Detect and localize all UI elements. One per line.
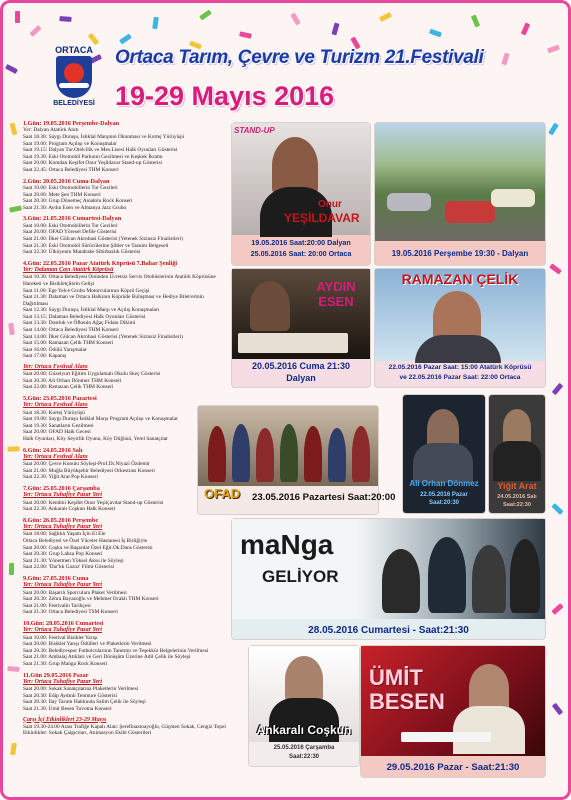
confetti-piece (552, 383, 564, 395)
confetti-piece (501, 53, 509, 66)
manga-coming: GELİYOR (262, 567, 339, 586)
schedule-item: Saat 20.00: Coşku ve Başarılar Özel Eğit.Ok.Dans Gösterisi (23, 544, 153, 551)
schedule-item: Saat 10.30: Ortaca Belediyesi Önünden Ücretsiz Servis Otobüslerinin Atatürk Köprüsüne Hareketi ve Bisikletçilerin Gelişi (23, 274, 216, 287)
confetti-piece (547, 45, 560, 54)
schedule-item: Saat 22.00: Ramazan Çelik THM Konseri (23, 384, 114, 391)
confetti-piece (199, 10, 212, 21)
schedule-day (23, 215, 228, 255)
manga-date: 28.05.2016 Cumartesi - Saat:21:30 (308, 625, 469, 636)
schedule-item: Saat 20.00: Kendini Keşifet Onur Yeşilçavdar Stand-up Gösterisi (23, 499, 164, 506)
ramazan-celik-card (375, 269, 545, 387)
schedule-item: Saat 20.30: Edip Aydınlı Tenmure Gösterisi (23, 692, 117, 699)
aydin-place: Dalyan (286, 373, 316, 383)
schedule-item: Saat 21.30: Yönetmen Yüksel Aksu ile Söyleşi (23, 557, 124, 564)
schedule-item: Saat 19.30-24.00 Arası Trafiğe Kapalı Alan: Şerefinaztoayoğlu, Güçmen Sokak, Cengiz Topel (23, 723, 226, 730)
performer-photo (285, 656, 323, 702)
confetti-piece (548, 123, 559, 136)
schedule-item: Saat 21.30: Grup Manga Rock Konseri (23, 660, 108, 667)
day-venue: Yer: Ortaca Festival Alanı (23, 402, 88, 409)
schedule-item: Saat 19.15: Dalyan Tur.Otelcilik ve Mes.Lisesi Halk Oyunları Gösterisi (23, 147, 178, 154)
confetti-piece (7, 666, 19, 672)
festival-title: Ortaca Tarım, Çevre ve Turizm 21.Festivali (115, 47, 484, 68)
schedule-item: Yer: Dalyan Atatürk Anıtı (23, 127, 79, 134)
schedule-item: Saat 22.00: 'Dar'lık Gazoz' Filmi Gösterisi (23, 564, 115, 571)
confetti-piece (471, 15, 480, 28)
schedule-item: Saat 20.00: Başarılı Sporculara Plaket Verilmesi (23, 589, 127, 596)
onur-date-1: 19.05.2016 Saat:20:00 Dalyan (251, 238, 351, 247)
schedule-item: Saat 11.30: Dalaman ve Ortaca Halkının Köprüde Buluşması ve Hediye Bilet/erinin Dağıtılması (23, 294, 204, 307)
day-heading: 8.Gün: 26.05.2016 Perşembe (23, 516, 99, 524)
confetti-piece (331, 23, 339, 36)
confetti-piece (379, 12, 392, 22)
schedule-item: Saat 22.30: Yiğit Arat Pop Konseri (23, 474, 98, 481)
schedule-day (23, 260, 228, 360)
schedule-item: Saat 20.30: Grup Lahza Pop Konseri (23, 551, 103, 558)
day-heading: 4.Gün: 22.05.2016 Pazar Atatürk Köprüsü 7.Bahar Şenliği (23, 259, 178, 267)
yigit-name: Yiğit Arat (497, 481, 537, 491)
confetti-piece (9, 563, 14, 575)
classic-cars-card (375, 123, 545, 265)
schedule-item: Saat 22.45: Ortaca Belediyesi THM Konseri (23, 166, 119, 173)
day-venue: Çarşı İçi Etkinlikleri 23-29 Mayıs (23, 716, 107, 723)
ali-time: Saat:20:30 (428, 500, 460, 506)
ofad-name: OFAD (204, 486, 241, 501)
day-heading: 6.Gün: 24.05.2016 Salı (23, 446, 83, 454)
day-venue: Yer: Ortaca Tuhafiye Pazar Yeri (23, 582, 102, 589)
day-venue: Yer: Ortaca Festival Alanı (23, 364, 88, 371)
schedule-item: Saat 15.00: Ramazan Çelik THM Konseri (23, 340, 114, 347)
schedule-item: Saat 20.30: İlay Tarımı Hakkında Salim Çelik ile Söyleşi (23, 699, 146, 706)
yigit-date: 24.05.2016 Salı (497, 494, 537, 500)
schedule-item: Saat 20.00: Çevre Konulu Söyleşi-Prof.Dr.Niyazi Özdemir (23, 461, 150, 468)
dancers-photo (208, 426, 226, 482)
schedule-day (23, 178, 228, 212)
schedule-day (23, 672, 228, 713)
confetti-piece (551, 503, 563, 515)
confetti-piece (552, 703, 563, 716)
confetti-piece (429, 29, 442, 38)
aydin-last-name: ESEN (318, 294, 354, 309)
schedule-item: Saat 20.00: OFAD Halk Gecesi (23, 429, 91, 436)
day-venue: Yer: Ortaca Tuhafiye Pazar Yeri (23, 524, 102, 531)
onur-first-name: Onur (318, 199, 342, 210)
ofad-card (198, 406, 396, 514)
ali-orhan-donmez-card (403, 395, 485, 513)
stand-up-label: STAND-UP (234, 126, 275, 135)
schedule-item: Saat 20.30: Belediyespor Futbolcularının Tanıtımı ve Teşekkür Belgelerinin Verilmesi (23, 647, 209, 654)
confetti-piece (5, 64, 18, 74)
schedule-day (23, 575, 228, 616)
yigit-time: Saat:22:30 (503, 502, 531, 508)
schedule-item: Saat 21.00: Festivalin Tarihçesi (23, 602, 91, 609)
confetti-piece (9, 205, 22, 212)
schedule-item: Saat 10.00: Festival Bisiklet Yarışı (23, 634, 98, 641)
day-heading: 2.Gün: 20.05.2016 Cuma-Dalyan (23, 177, 110, 185)
emblem-shield-icon (56, 56, 92, 98)
ofad-date: 23.05.2016 Pazartesi Saat:20:00 (252, 492, 396, 503)
schedule-item: Saat 20.30: Zehra Bayazoğlu ve Mehmet Ocaklı THM Konseri (23, 596, 159, 603)
confetti-piece (29, 25, 41, 37)
umit-last-name: BESEN (369, 689, 445, 714)
manga-card (232, 519, 545, 639)
day-heading: 7.Gün: 25.05.2016 Çarşamba (23, 485, 100, 492)
ali-date: 22.05.2016 Pazar (420, 492, 468, 498)
festival-dates: 19-29 Mayıs 2016 (115, 81, 335, 111)
confetti-piece (152, 17, 159, 30)
ramazan-date-1: 22.05.2016 Pazar Saat: 15:00 Atatürk Köprüsü (388, 364, 532, 371)
confetti-piece (8, 323, 14, 336)
schedule-item: Saat 14.00: Ortaca Belediyesi THM Konseri (23, 327, 119, 334)
performer-photo (250, 281, 290, 331)
schedule-item: Saat 20.00: Komdan Keşifet Onur Yeşildavar Stand-up Gösterisi (23, 160, 163, 167)
confetti-piece (15, 11, 20, 23)
schedule-item: Ortaca Belediyesi ve Özel Yüceler Hastanesi İş Birliğiyle (23, 538, 148, 544)
confetti-piece (10, 123, 18, 136)
aydin-first-name: AYDIN (316, 279, 356, 294)
schedule-item: Saat 19.00: Saygı Duruşu İstiklal Marşı Program Açılışı ve Konuşmalar (23, 416, 178, 423)
cars-photo (387, 193, 431, 211)
onur-yesildavar-card (232, 123, 370, 265)
schedule-item: Saat 20.00: OFAD Yöresel Defile Gösterisi (23, 229, 117, 236)
umit-first-name: ÜMİT (369, 665, 423, 690)
schedule-item: Saat 20.00: Sokak Sanatçılarına Plaketlerin Verilmesi (23, 686, 139, 693)
day-heading: 5.Gün: 23.05.2016 Pazartesi (23, 395, 97, 403)
schedule-item: Saat 11.00: Ege Yelce Grubu Motorcularının Köprü Geçişi (23, 287, 150, 294)
cars-date: 19.05.2016 Perşembe 19:30 - Dalyan (391, 249, 529, 258)
ankarali-coskun-card (249, 646, 359, 766)
schedule-item: Saat 19.00: Program Açılışı ve Konuşmalar (23, 140, 117, 147)
confetti-piece (10, 743, 17, 756)
umit-date: 29.05.2016 Pazar - Saat:21:30 (386, 762, 520, 773)
schedule-item: Saat 10.00: Eski Otomobillerin Tur Gezileri (23, 184, 118, 191)
schedule-day (23, 717, 228, 737)
schedule-item: Saat 20.30: Grup Dönemeç Anadolu Rock Konseri (23, 198, 133, 205)
day-venue: Yer: Dalaman Çayı Atatürk Köprüsü (23, 267, 114, 274)
onur-date-2: 25.05.2016 Saat: 20:00 Ortaca (250, 249, 352, 258)
day-venue: Yer: Ortaca Festival Alanı (23, 454, 88, 461)
schedule-item: Saat 21.00: Ambalaj Atıkları ve Geri Dönüşüm Üzerine Adil Çelik ile Söyleşi (23, 654, 191, 661)
schedule-item: Saat 17.00: Kapanış (23, 353, 67, 360)
coskun-name: Ankaralı Coşkun (256, 723, 352, 737)
schedule-item: Saat 12.30: Saygı Duruşu, İstiklal Marşı ve Açılış Konuşmaları (23, 307, 160, 314)
confetti-piece (290, 13, 300, 26)
schedule-item: Halk Oyunları, Köy Seyirlik Oyunu, Köy Düğünü, Yerel Sanatçılar (23, 436, 168, 443)
aydin-esen-card (232, 269, 370, 387)
ali-name: Ali Orhan Dönmez (409, 479, 479, 488)
confetti-piece (59, 16, 71, 22)
day-heading: 1.Gün: 19.05.2016 Perşembe-Dalyan (23, 120, 120, 127)
emblem-top-text: ORTACA (55, 45, 93, 55)
schedule-item: Saat 22.30: Ankaralı Coşkun Halk Konseri (23, 506, 116, 513)
day-heading: 11.Gün 29.05.2016 Pazar (23, 671, 89, 679)
schedule-item: Saat 14.00: İlker Gülcan Akrobasi Gösterisi (Yetenek Sizinsiz Finalistleri) (23, 333, 183, 340)
schedule-item: Saat 18.30: Kortej Yürüyüşü (23, 409, 85, 416)
schedule-item: Saat 20.30: Ali Orhan Dönmez THM Konseri (23, 377, 122, 384)
schedule-item: Saat 10.00: Eski Otomobillerin Tur Gezileri (23, 222, 118, 229)
confetti-piece (551, 603, 563, 615)
performer-photo (469, 664, 509, 712)
coskun-date: 25.05.2016 Çarşamba (273, 745, 335, 751)
schedule-day (23, 620, 228, 668)
schedule-item: Saat 21.30: Ortaca Belediyesi TSM Konseri (23, 609, 118, 616)
performer-photo (503, 409, 531, 445)
day-venue: Yer: Ortaca Tuhafiye Pazar Yeri (23, 492, 102, 499)
schedule-item: Saat 19.30: Eski Otomobil Parkının Gezilmesi ve Keşkek İkramı (23, 153, 163, 160)
schedule-item: Saat 21.30: Aydın Esen ve Almanya Jazz Grubu (23, 204, 127, 211)
schedule-item: Saat 13.15: Dalaman Belediyesi Halk Oyunları Gösterisi (23, 313, 146, 320)
aydin-date: 20.05.2016 Cuma 21:30 (251, 361, 351, 371)
day-venue: Yer: Ortaca Tuhafiye Pazar Yeri (23, 627, 102, 634)
band-photo (382, 549, 420, 613)
schedule-item: Saat 22.30: Ülküyenin Mandrake Sihirbazlık Gösterisi (23, 249, 141, 256)
confetti-piece (119, 34, 132, 45)
confetti-piece (7, 446, 19, 452)
day-heading: 9.Gün: 27.05.2016 Cuma (23, 574, 89, 582)
confetti-piece (88, 33, 99, 45)
day-heading: 10.Gün: 28.05.2016 Cumartesi (23, 619, 104, 627)
manga-logo: maNga (240, 529, 334, 560)
municipality-emblem (45, 45, 103, 113)
schedule-item: Saat 16.00: Ödülü Yarışmalar (23, 346, 87, 353)
schedule-day (23, 120, 228, 174)
schedule-day (23, 517, 228, 571)
schedule-item: Saat 20.00: Güzelyurt Eğitim Uygulamalı Okulu Skeç Gösterisi (23, 371, 161, 378)
yigit-arat-card (489, 395, 545, 513)
schedule-item: Saat 19.30: Sanatların Gezilmesi (23, 422, 94, 429)
confetti-piece (239, 31, 252, 38)
schedule-day (23, 364, 228, 391)
coskun-time: Saat:22:30 (288, 754, 320, 760)
schedule-item: Saat 21.30: Eski Otomobil Sürücülerine Şiltler ve Tasnim Belgeseli (23, 242, 169, 249)
schedule-item: Saat 20.00: Bisiklet Yarışı Ödülleri ve Plaketlerin Verilmesi (23, 641, 152, 648)
emblem-bottom-text: BELEDİYESİ (53, 100, 95, 107)
day-venue: Yer: Ortaca Tuhafiye Pazar Yeri (23, 678, 102, 685)
schedule-item: Saat 18.00: Sağlıklı Yaşam İçin El Ele (23, 531, 106, 538)
schedule-item: Saat 21.00: İlker Gülcan Akrobasi Gösterisi (Yetenek Sizinsiz Finalistleri) (23, 235, 183, 242)
onur-last-name: YEŞİLDAVAR (284, 211, 360, 225)
schedule-item: Saat 21.00: Muğla Büyükşehir Belediyesi Orkestrası Konseri (23, 467, 155, 474)
day-heading: 3.Gün: 21.05.2016 Cumartesi-Dalyan (23, 215, 122, 223)
umit-besen-card (361, 646, 545, 777)
confetti-piece (521, 23, 530, 36)
ramazan-date-2: ve 22.05.2016 Pazar Saat: 22:00 Ortaca (399, 374, 521, 381)
schedule-item: Etkinlikler: Sokak Çalgıcıları, Animasyon Ekibi Gösterileri (23, 730, 152, 737)
schedule-item: Saat 18.30: Saygı Duruşu, İstiklal Marşının Okunması ve Kortej Yürüyüşü (23, 134, 185, 140)
ramazan-name: RAMAZAN ÇELİK (401, 271, 519, 287)
schedule-item: Saat 13.30: Dostluk ve Öfkenin Ağaç Fidanı Dikimi (23, 320, 136, 327)
confetti-piece (549, 263, 562, 274)
schedule-item: Saat 20.00: Mete Şen THM Konseri (23, 191, 101, 198)
schedule-item: Saat 21.30: Ümit Besen Tuvotna Konseri (23, 705, 112, 712)
